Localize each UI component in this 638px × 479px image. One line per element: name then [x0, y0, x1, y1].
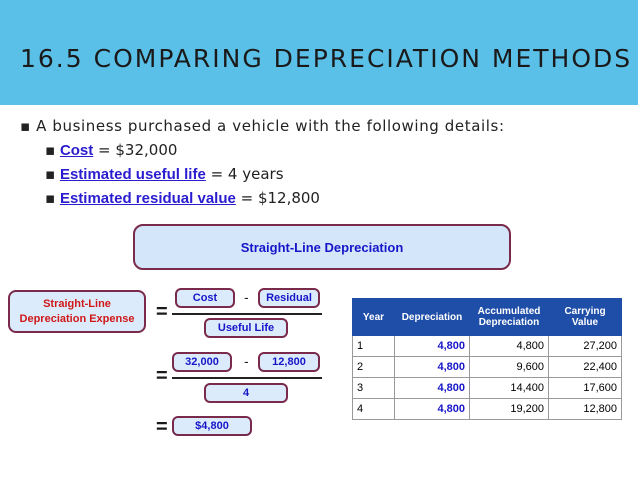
detail-life: [45, 165, 284, 183]
cell-accumulated: 9,600: [470, 357, 549, 378]
col-header-year: Year: [353, 299, 395, 336]
detail-cost: [45, 141, 177, 159]
residual-box: Residual: [258, 288, 320, 308]
life-value-box: 4: [204, 383, 288, 403]
method-title-box: Straight-Line Depreciation: [133, 224, 511, 270]
bullet-main-text: A business purchased a vehicle with the following details:: [36, 117, 505, 135]
result-box: $4,800: [172, 416, 252, 436]
cost-box: Cost: [175, 288, 235, 308]
detail-residual: [45, 189, 320, 207]
cell-year: 3: [353, 378, 395, 399]
cell-year: 4: [353, 399, 395, 420]
table-row: [353, 336, 622, 357]
fraction-line-1: [172, 313, 322, 315]
cell-accumulated: 19,200: [470, 399, 549, 420]
page-title: 16.5 COMPARING DEPRECIATION METHODS: [20, 44, 633, 73]
detail-value: = 4 years: [205, 165, 284, 183]
expense-label-line2: Depreciation Expense: [19, 312, 135, 325]
detail-value: = $32,000: [93, 141, 178, 159]
minus-sign-2: -: [244, 353, 249, 369]
square-bullet-icon: ▪: [45, 189, 60, 207]
table-row: [353, 357, 622, 378]
cell-depreciation: 4,800: [395, 336, 470, 357]
minus-sign-1: -: [244, 289, 249, 305]
equals-sign-2: =: [156, 365, 168, 387]
col-header-depreciation: Depreciation: [395, 299, 470, 336]
col-header-accumulated: Accumulated Depreciation: [470, 299, 549, 336]
detail-label: Estimated residual value: [59, 190, 236, 207]
useful-life-box: Useful Life: [204, 318, 288, 338]
cell-year: 1: [353, 336, 395, 357]
table-header-row: [353, 299, 622, 336]
cell-carrying: 17,600: [549, 378, 622, 399]
cell-depreciation: 4,800: [395, 357, 470, 378]
cell-depreciation: 4,800: [395, 399, 470, 420]
depreciation-table: [352, 298, 622, 420]
cell-carrying: 27,200: [549, 336, 622, 357]
square-bullet-icon: ▪: [20, 117, 37, 135]
expense-label-line1: Straight-Line: [43, 297, 111, 310]
cell-accumulated: 4,800: [470, 336, 549, 357]
cell-carrying: 12,800: [549, 399, 622, 420]
equals-sign-3: =: [156, 416, 168, 438]
col-header-carrying: Carrying Value: [549, 299, 622, 336]
square-bullet-icon: ▪: [45, 165, 60, 183]
cell-depreciation: 4,800: [395, 378, 470, 399]
table-row: [353, 399, 622, 420]
detail-label: Cost: [59, 142, 94, 159]
detail-value: = $12,800: [235, 189, 320, 207]
residual-value-box: 12,800: [258, 352, 320, 372]
cell-carrying: 22,400: [549, 357, 622, 378]
expense-label-box: [8, 290, 146, 333]
cell-accumulated: 14,400: [470, 378, 549, 399]
cell-year: 2: [353, 357, 395, 378]
cost-value-box: 32,000: [172, 352, 232, 372]
square-bullet-icon: ▪: [45, 141, 60, 159]
equals-sign-1: =: [156, 301, 168, 323]
detail-label: Estimated useful life: [59, 166, 206, 183]
table-row: [353, 378, 622, 399]
fraction-line-2: [172, 377, 322, 379]
bullet-main: [20, 117, 505, 135]
